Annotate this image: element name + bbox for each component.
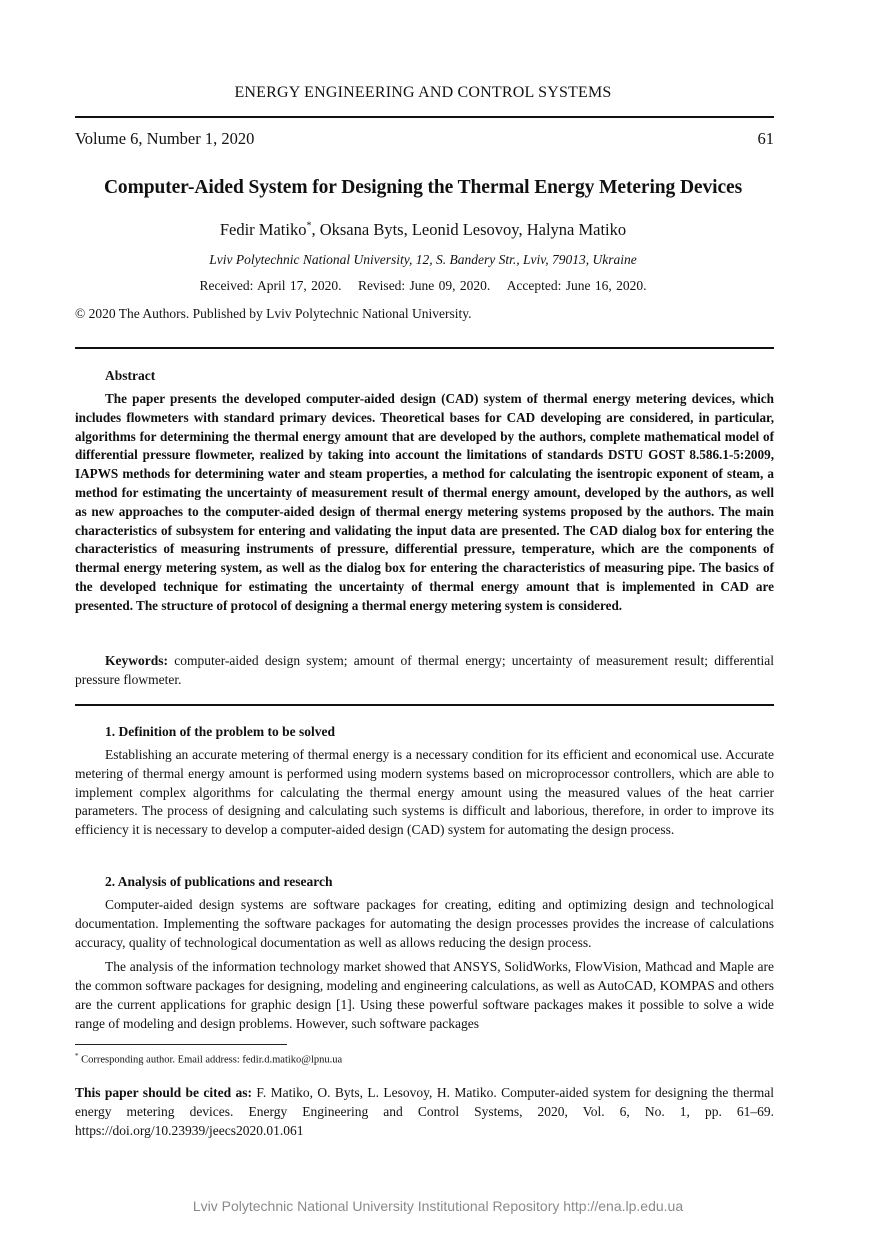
section-heading-1: 1. Definition of the problem to be solved (105, 724, 335, 739)
corresponding-mark: * (306, 220, 312, 232)
copyright: © 2020 The Authors. Published by Lviv Polytechnic National University. (75, 306, 472, 321)
article-title: Computer-Aided System for Designing the Thermal Energy Metering Devices (103, 177, 743, 198)
affiliation: Lviv Polytechnic National University, 12, S. Bandery Str., Lviv, 79013, Ukraine (209, 252, 637, 267)
section-1-body (75, 746, 774, 840)
author-list (0, 220, 846, 240)
repository-footer: Lviv Polytechnic National University Institutional Repository http://ena.lp.edu.ua (192, 1198, 684, 1214)
page-number: 61 (757, 129, 774, 148)
section-heading-2: 2. Analysis of publications and research (105, 874, 333, 889)
first-author: Fedir Matiko (219, 220, 307, 239)
abstract-text: The paper presents the developed computer-aided design (CAD) system of thermal energy metering devices, which includes flowmeters with standard primary devices. Theoretical bases for CAD developing are considered, in particular, algorithms for determining the thermal energy amount that are developed by the authors, complete mathematical model of differential pressure flowmeter, realized by taking into account the limitations of standards DSTU GOST 8.586.1-5:2009, IAPWS methods for determining water and steam properties, a method for calculating the isentropic exponent of steam, a method for estimating the uncertainty of measurement result of thermal energy amount, developed by the authors, as well as new approaches to the computer-aided design of thermal energy metering systems proposed by the authors. The main characteristics of subsystem for entering and validating the input data are presented. The CAD dialog box for entering the characteristics of measuring instruments of pressure, differential pressure, temperature, which are the components of thermal energy metering system, as well as the dialog box for entering the characteristics of measuring pipe. The basics of the developed technique for estimating the uncertainty of thermal energy amount that is implemented in CAD are presented. The structure of protocol of designing a thermal energy metering system is considered. (75, 391, 774, 613)
paragraph: Establishing an accurate metering of thermal energy is a necessary condition for its efficient and economical use. Accurate metering of thermal energy amount is performed using modern systems based on microprocessor controllers, which are able to implement complex algorithms for calculating the thermal energy amount using the measured values of the heat carrier parameters. The process of designing and calculating such systems is difficult and laborious, therefore, in order to improve its efficiency it is necessary to develop a computer-aided design (CAD) system for automating the design process. (75, 747, 774, 838)
header-rule (75, 116, 774, 118)
footnote-text: Corresponding author. Email address: fedir.d.matiko@lpnu.ua (78, 1054, 343, 1066)
citation-label: This paper should be cited as: (75, 1085, 253, 1100)
volume-row (75, 129, 774, 149)
keywords (75, 652, 774, 690)
footnote-mark: * (75, 1052, 79, 1060)
journal-name: ENERGY ENGINEERING AND CONTROL SYSTEMS (234, 84, 612, 101)
keywords-label: Keywords: (105, 653, 168, 668)
footnote-rule (75, 1044, 287, 1045)
revised-date: Revised: June 09, 2020. (357, 278, 491, 293)
keywords-text: computer-aided design system; amount of thermal energy; uncertainty of measurement result; differential pressure flowmeter. (75, 653, 774, 687)
abstract-heading: Abstract (105, 368, 156, 383)
paragraph: The analysis of the information technology market showed that ANSYS, SolidWorks, FlowVision, Mathcad and Maple are the common software packages for designing, modeling and engineering calculations, as well as AutoCAD, KOMPAS and others are the current applications for graphic design [1]. Using these powerful software packages makes it possible to solve a wide range of modeling and design problems. However, such software packages (75, 959, 774, 1031)
citation-text: F. Matiko, O. Byts, L. Lesovoy, H. Matiko. Computer-aided system for designing the thermal energy metering devices. Energy Engineering and Control Systems, 2020, Vol. 6, No. 1, pp. 61–69. (75, 1085, 774, 1119)
abstract-bottom-rule (75, 704, 774, 706)
doi-link[interactable]: https://doi.org/10.23939/jeecs2020.01.061 (75, 1122, 304, 1138)
accepted-date: Accepted: June 16, 2020. (506, 278, 647, 293)
article-dates (0, 278, 846, 294)
abstract-body (75, 390, 774, 616)
paragraph: Computer-aided design systems are software packages for creating, editing and optimizing design and technological documentation. Implementing the software packages for automating the design processes provides the increase of calculations accuracy, quality of technological documentation as well as allows reducing the design process. (75, 897, 774, 950)
volume-info: Volume 6, Number 1, 2020 (75, 129, 255, 148)
received-date: Received: April 17, 2020. (199, 278, 342, 293)
citation (75, 1084, 774, 1140)
section-2-body (75, 896, 774, 1034)
abstract-top-rule (75, 347, 774, 349)
other-authors: , Oksana Byts, Leonid Lesovoy, Halyna Matiko (311, 220, 627, 239)
footnote (75, 1052, 342, 1066)
